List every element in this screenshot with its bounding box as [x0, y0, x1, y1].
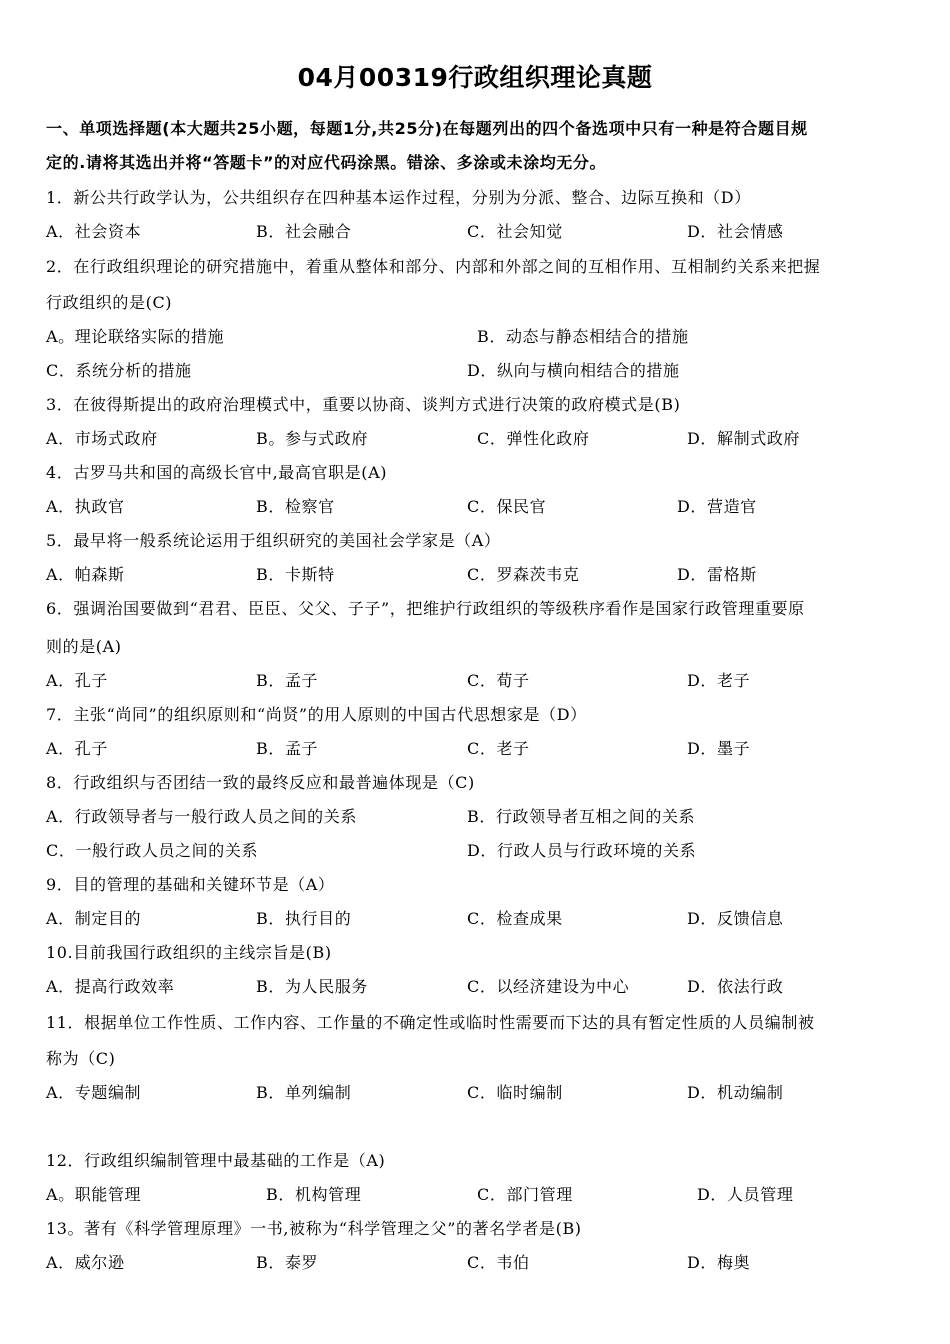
section-instruction-line-2: 定的.请将其选出并将“答题卡”的对应代码涂黑。错涂、多涂或未涂均无分。 — [46, 153, 607, 172]
question-13-option-c: C．韦伯 — [467, 1253, 530, 1272]
question-7-stem: 7．主张“尚同”的组织原则和“尚贤”的用人原则的中国古代思想家是（D） — [46, 705, 587, 724]
question-11-stem: 11．根据单位工作性质、工作内容、工作量的不确定性或临时性需要而下达的具有暂定性质的人员编制被 — [46, 1013, 815, 1032]
question-13-stem: 13。著有《科学管理原理》一书,被称为“科学管理之父”的著名学者是(B) — [46, 1219, 582, 1238]
question-9-option-a: A．制定目的 — [46, 909, 142, 928]
question-13-option-b: B．泰罗 — [256, 1253, 319, 1272]
question-6-option-b: B．孟子 — [256, 671, 319, 690]
question-10-option-b: B．为人民服务 — [256, 977, 368, 996]
question-3-option-d: D．解制式政府 — [687, 429, 801, 448]
question-1-option-b: B．社会融合 — [256, 222, 352, 241]
question-4-option-b: B．检察官 — [256, 497, 335, 516]
question-9-option-b: B．执行目的 — [256, 909, 352, 928]
question-4-option-a: A．执政官 — [46, 497, 125, 516]
question-13-option-d: D．梅奥 — [687, 1253, 751, 1272]
question-10-option-a: A．提高行政效率 — [46, 977, 175, 996]
question-1-option-c: C．社会知觉 — [467, 222, 563, 241]
question-4-option-c: C．保民官 — [467, 497, 547, 516]
question-6-option-c: C．荀子 — [467, 671, 530, 690]
question-2-stem-cont: 行政组织的是(C) — [46, 293, 173, 312]
question-6-option-d: D．老子 — [687, 671, 751, 690]
question-1-option-a: A．社会资本 — [46, 222, 142, 241]
question-12-option-d: D．人员管理 — [697, 1185, 794, 1204]
question-10-option-d: D．依法行政 — [687, 977, 784, 996]
question-7-option-a: A．孔子 — [46, 739, 108, 758]
question-12-option-c: C．部门管理 — [477, 1185, 573, 1204]
question-11-option-c: C．临时编制 — [467, 1083, 563, 1102]
question-12-option-a: A。职能管理 — [46, 1185, 142, 1204]
question-2-option-b: B．动态与静态相结合的措施 — [477, 327, 689, 346]
question-3-option-c: C．弹性化政府 — [477, 429, 590, 448]
question-11-option-a: A．专题编制 — [46, 1083, 142, 1102]
question-2-option-c: C．系统分析的措施 — [46, 361, 192, 380]
section-instruction-line-1: 一、单项选择题(本大题共25小题，每题1分,共25分)在每题列出的四个备选项中只有一种是符合题目规 — [46, 119, 808, 138]
question-2-option-d: D．纵向与横向相结合的措施 — [467, 361, 680, 380]
question-11-option-b: B．单列编制 — [256, 1083, 352, 1102]
question-9-option-c: C．检查成果 — [467, 909, 563, 928]
question-5-option-d: D．雷格斯 — [677, 565, 757, 584]
question-7-option-c: C．老子 — [467, 739, 530, 758]
question-1-stem: 1．新公共行政学认为，公共组织存在四种基本运作过程，分别为分派、整合、边际互换和（D） — [46, 188, 751, 207]
question-3-option-b: B。参与式政府 — [256, 429, 368, 448]
question-7-option-d: D．墨子 — [687, 739, 751, 758]
question-7-option-b: B．孟子 — [256, 739, 319, 758]
question-6-stem-cont: 则的是(A) — [46, 637, 122, 656]
question-8-option-d: D．行政人员与行政环境的关系 — [467, 841, 697, 860]
question-6-stem: 6．强调治国要做到“君君、臣臣、父父、子子”，把维护行政组织的等级秩序看作是国家行政管理重要原 — [46, 599, 805, 618]
question-5-option-b: B．卡斯特 — [256, 565, 335, 584]
question-4-option-d: D．营造官 — [677, 497, 757, 516]
question-8-option-a: A．行政领导者与一般行政人员之间的关系 — [46, 807, 357, 826]
question-2-option-a: A。理论联络实际的措施 — [46, 327, 225, 346]
question-5-option-a: A．帕森斯 — [46, 565, 125, 584]
question-8-option-c: C．一般行政人员之间的关系 — [46, 841, 259, 860]
question-10-option-c: C．以经济建设为中心 — [467, 977, 630, 996]
question-9-option-d: D．反馈信息 — [687, 909, 784, 928]
question-5-stem: 5．最早将一般系统论运用于组织研究的美国社会学家是（A） — [46, 531, 501, 550]
question-8-stem: 8．行政组织与否团结一致的最终反应和最普遍体现是（C) — [46, 773, 475, 792]
question-8-option-b: B．行政领导者互相之间的关系 — [467, 807, 696, 826]
question-1-option-d: D．社会情感 — [687, 222, 784, 241]
page-title: 04月00319行政组织理论真题 — [297, 63, 653, 92]
question-2-stem: 2．在行政组织理论的研究措施中，着重从整体和部分、内部和外部之间的互相作用、互相制约关系来把握 — [46, 257, 821, 276]
question-4-stem: 4．古罗马共和国的高级长官中,最高官职是(A) — [46, 463, 388, 482]
question-12-stem: 12．行政组织编制管理中最基础的工作是（A) — [46, 1151, 386, 1170]
question-13-option-a: A．威尔逊 — [46, 1253, 125, 1272]
question-5-option-c: C．罗森茨韦克 — [467, 565, 580, 584]
question-9-stem: 9．目的管理的基础和关键环节是（A） — [46, 875, 335, 894]
question-12-option-b: B．机构管理 — [266, 1185, 362, 1204]
question-11-option-d: D．机动编制 — [687, 1083, 784, 1102]
question-3-stem: 3．在彼得斯提出的政府治理模式中，重要以协商、谈判方式进行决策的政府模式是(B) — [46, 395, 681, 414]
question-10-stem: 10.目前我国行政组织的主线宗旨是(B) — [46, 943, 332, 962]
question-3-option-a: A．市场式政府 — [46, 429, 158, 448]
question-6-option-a: A．孔子 — [46, 671, 108, 690]
question-11-stem-cont: 称为（C) — [46, 1049, 116, 1068]
